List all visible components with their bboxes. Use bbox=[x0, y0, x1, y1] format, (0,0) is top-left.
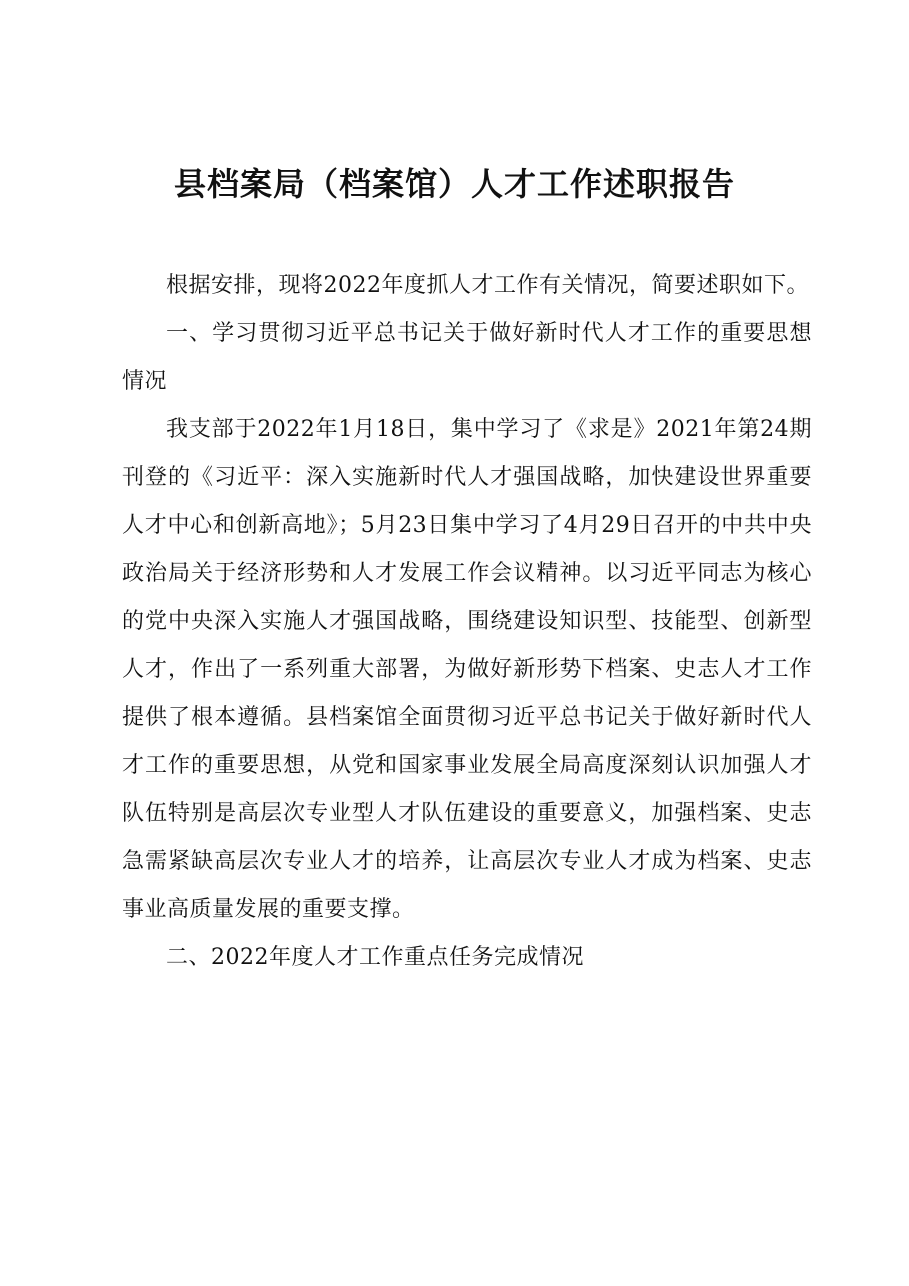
section-heading-1: 一、学习贯彻习近平总书记关于做好新时代人才工作的重要思想情况 bbox=[122, 321, 812, 394]
study-paragraph: 我支部于2022年1月18日，集中学习了《求是》2021年第24期刊登的《习近平：深入实施新时代人才强国战略，加快建设世界重要人才中心和创新高地》；5月23日集中学习了4月29日召开的中共中央政治局关于经济形势和人才发展工作会议精神。以习近平同志为核心的党中央深入实施人才强国战略，围绕建设知识型、技能型、创新型人才，作出了一系列重大部署，为做好新形势下档案、史志人才工作提供了根本遵循。县档案馆全面贯彻习近平总书记关于做好新时代人才工作的重要思想，从党和国家事业发展全局高度深刻认识加强人才队伍特别是高层次专业型人才队伍建设的重要意义，加强档案、史志急需紧缺高层次专业人才的培养，让高层次专业人才成为档案、史志事业高质量发展的重要支撑。 bbox=[122, 417, 812, 922]
intro-paragraph: 根据安排，现将2022年度抓人才工作有关情况，简要述职如下。 bbox=[166, 273, 809, 298]
document-title: 县档案局（档案馆）人才工作述职报告 bbox=[173, 165, 735, 203]
document-body bbox=[122, 262, 812, 982]
section-heading-2: 二、2022年度人才工作重点任务完成情况 bbox=[166, 945, 584, 970]
